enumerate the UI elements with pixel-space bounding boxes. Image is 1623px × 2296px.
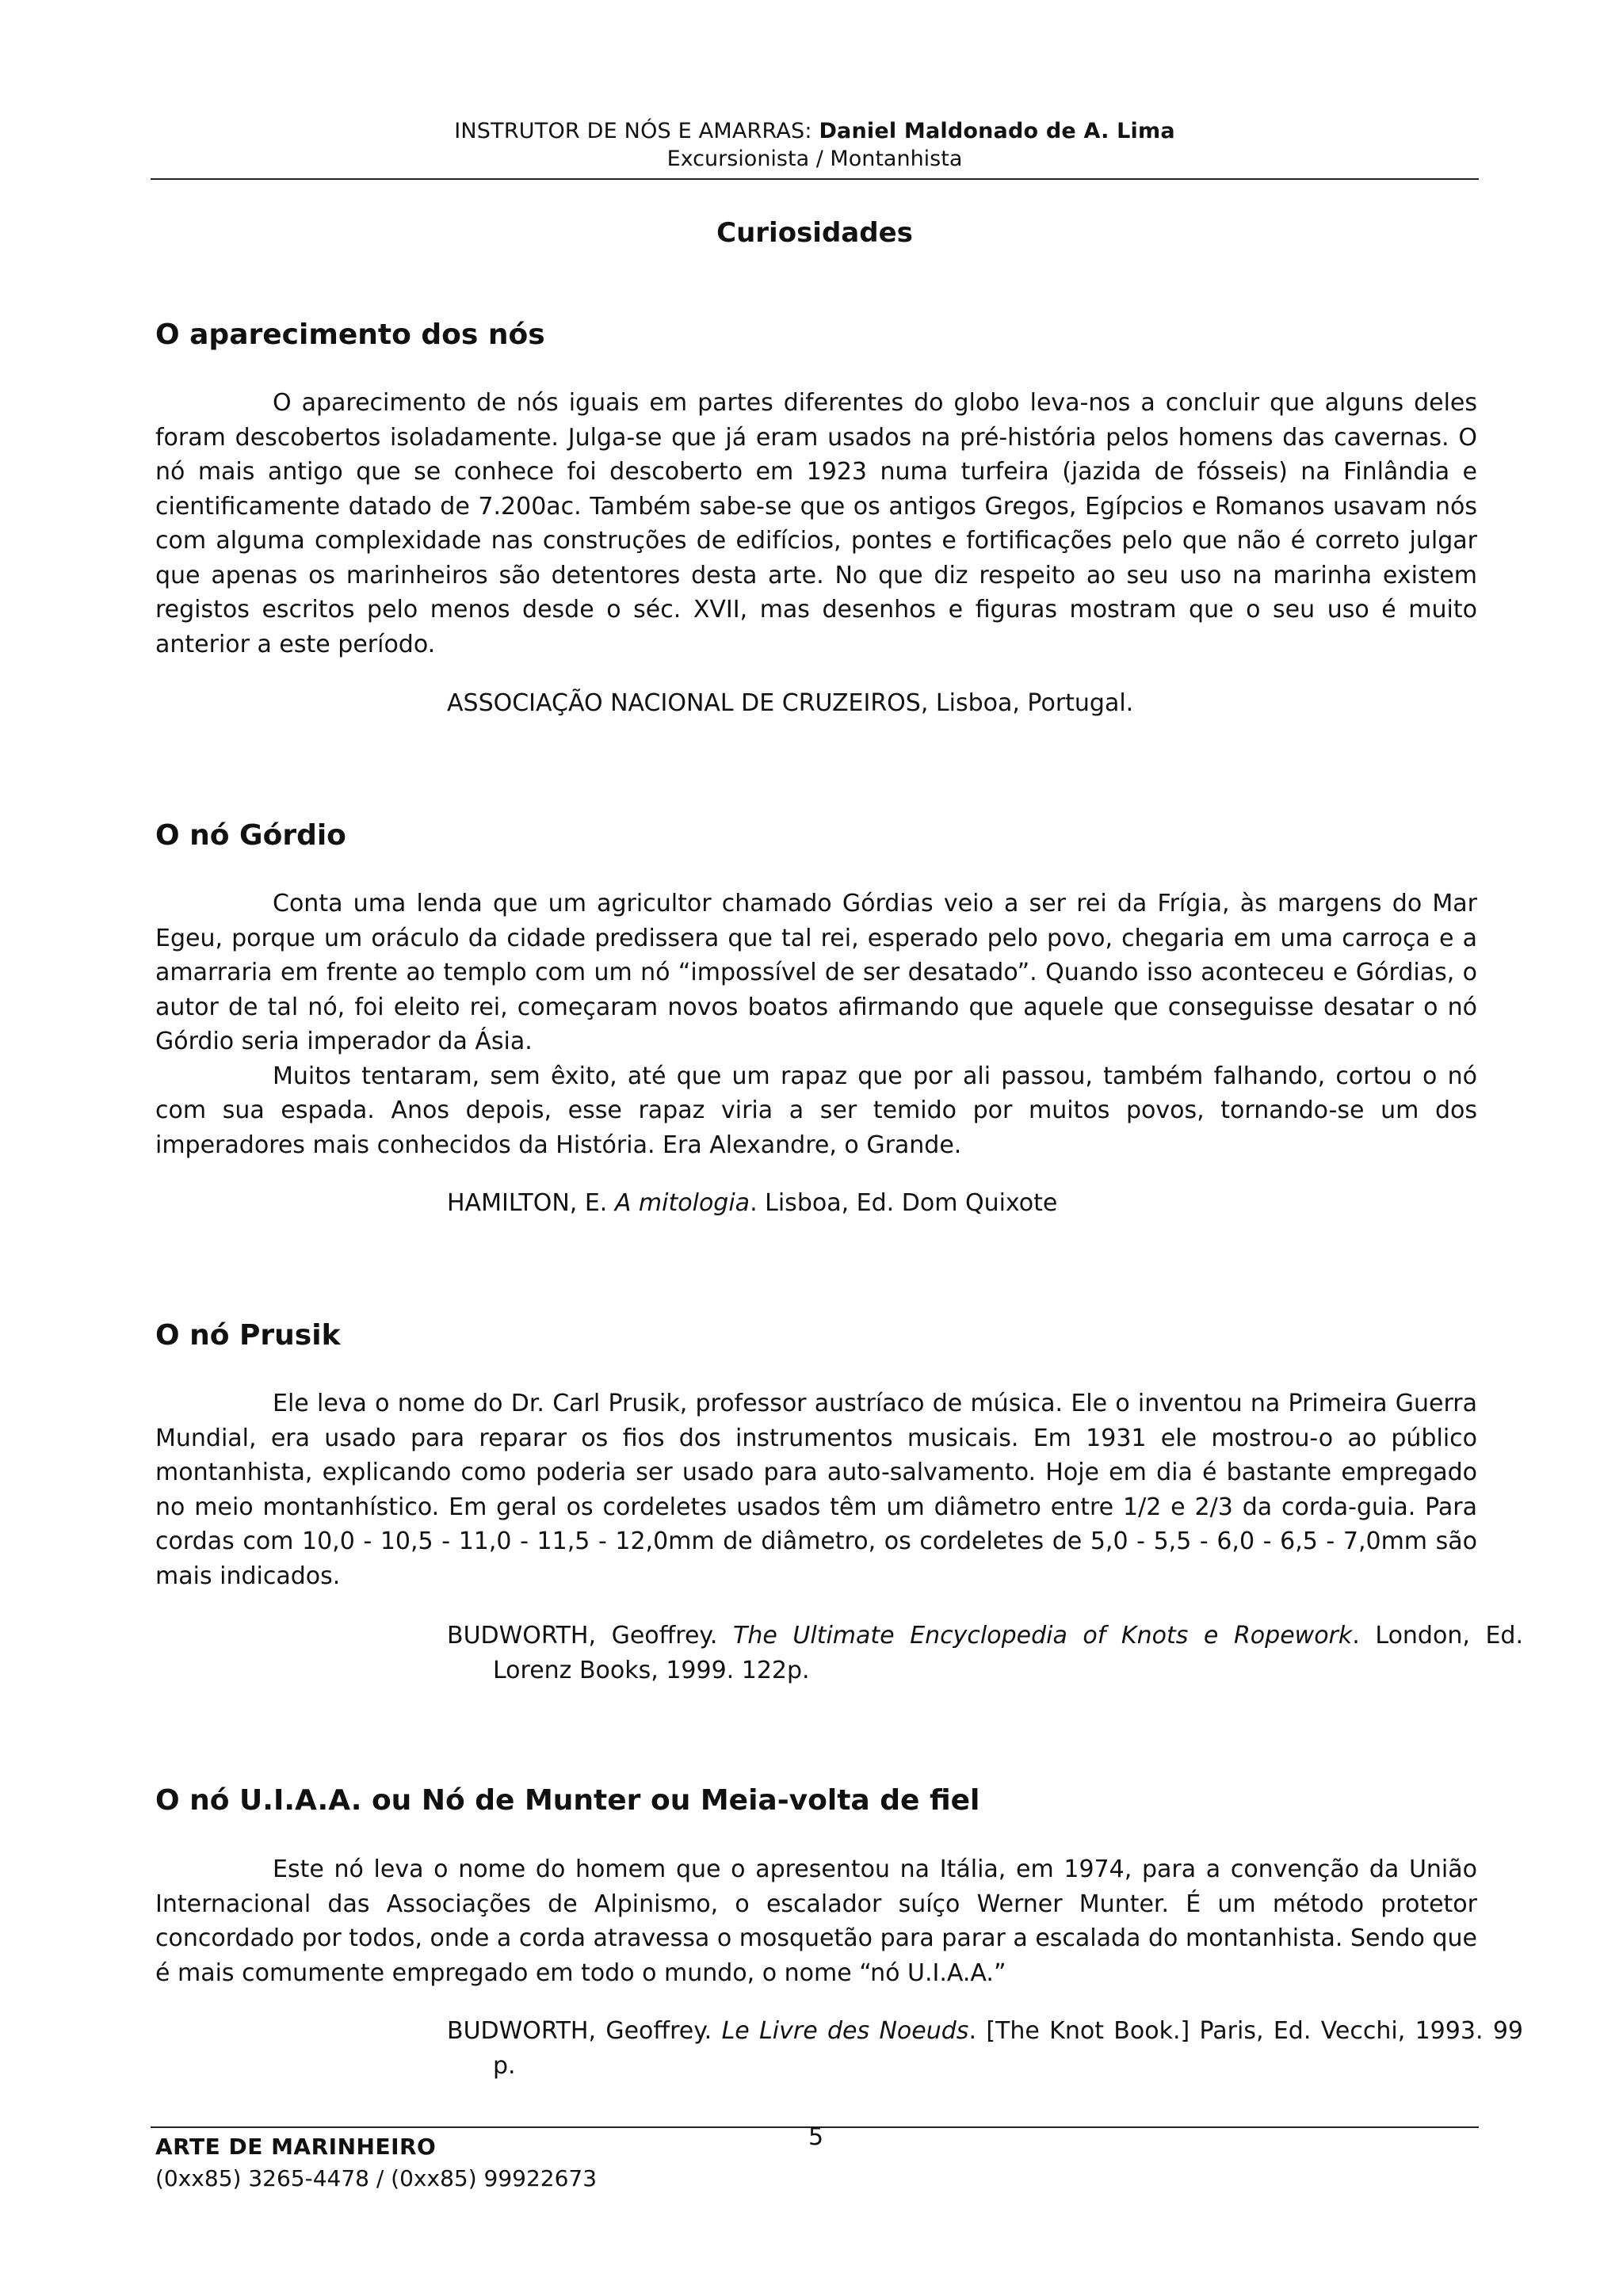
paragraph: Este nó leva o nome do homem que o apresentou na Itália, em 1974, para a convenção da União Internacional das Associações de Alpinismo, o escalador suíço Werner Munter. É um método protetor concordado por todos, onde a corda atravessa o mosquetão para parar a escalada do montanhista. Sendo que é mais comumente empregado em todo o mundo, o nome “nó U.I.A.A.” — [155, 1855, 1477, 1987]
header-divider — [151, 178, 1479, 180]
section-heading: O nó Prusik — [155, 1319, 341, 1352]
section-aparecimento — [155, 317, 1477, 353]
section-body — [155, 1386, 1477, 1593]
section-body — [155, 887, 1477, 1162]
section-body — [155, 1852, 1477, 1990]
paragraph: O aparecimento de nós iguais em partes diferentes do globo leva-nos a concluir que alguns deles foram descobertos isoladamente. Julga-se que já eram usados na pré-história pelos homens das cavernas. O nó mais antigo que se conhece foi descoberto em 1923 numa turfeira (jazida de fósseis) na Finlândia e cientificamente datado de 7.200ac. Também sabe-se que os antigos Gregos, Egípcios e Romanos usavam nós com alguma complexidade nas construções de edifícios, pontes e fortificações pelo que não é correto julgar que apenas os marinheiros são detentores desta arte. No que diz respeito ao seu uso na marinha existem registos escritos pelo menos desde o séc. XVII, mas desenhos e figuras mostram que o seu uso é muito anterior a este período. — [155, 389, 1477, 658]
section-prusik — [155, 1318, 1477, 1354]
header-prefix: INSTRUTOR DE NÓS E AMARRAS: — [454, 119, 819, 143]
paragraph: Ele leva o nome do Dr. Carl Prusik, professor austríaco de música. Ele o inventou na Primeira Guerra Mundial, era usado para reparar os fios dos instrumentos musicais. Em 1931 ele mostrou-o ao público montanhista, explicando como poderia ser usado para auto-salvamento. Hoje em dia é bastante empregado no meio montanhístico. Em geral os cordeletes usados têm um diâmetro entre 1/2 e 2/3 da corda-guia. Para cordas com 10,0 - 10,5 - 11,0 - 11,5 - 12,0mm de diâmetro, os cordeletes de 5,0 - 5,5 - 6,0 - 6,5 - 7,0mm são mais indicados. — [155, 1390, 1477, 1590]
page-number: 5 — [808, 2123, 824, 2151]
footer-phone: (0xx85) 3265-4478 / (0xx85) 99922673 — [155, 2165, 598, 2191]
page-header — [151, 117, 1479, 173]
section-heading: O aparecimento dos nós — [155, 318, 545, 351]
paragraph: Muitos tentaram, sem êxito, até que um rapaz que por ali passou, também falhando, cortou o nó com sua espada. Anos depois, esse rapaz viria a ser temido por muitos povos, tornando-se um dos imperadores mais conhecidos da História. Era Alexandre, o Grande. — [155, 1062, 1477, 1159]
footer — [155, 2131, 597, 2195]
reference: HAMILTON, E. A mitologia. Lisboa, Ed. Dom Quixote — [447, 1189, 1058, 1217]
footer-brand: ARTE DE MARINHEIRO — [155, 2134, 437, 2160]
paragraph: Conta uma lenda que um agricultor chamado Górdias veio a ser rei da Frígia, às margens do Mar Egeu, porque um oráculo da cidade predissera que tal rei, esperado pelo povo, chegaria em uma carroça e a amarraria em frente ao templo com um nó “impossível de ser desatado”. Quando isso aconteceu e Górdias, o autor de tal nó, foi eleito rei, começaram novos boatos afirmando que aquele que conseguisse desatar o nó Górdio seria imperador da Ásia. — [155, 890, 1477, 1055]
section-heading: O nó Górdio — [155, 819, 346, 852]
reference: ASSOCIAÇÃO NACIONAL DE CRUZEIROS, Lisboa, Portugal. — [447, 689, 1134, 717]
instructor-name: Daniel Maldonado de A. Lima — [819, 119, 1175, 143]
reference: BUDWORTH, Geoffrey. Le Livre des Noeuds. [The Knot Book.] Paris, Ed. Vecchi, 1993. 99 p. — [447, 2017, 1523, 2080]
page-title: Curiosidades — [716, 217, 913, 249]
header-subtitle: Excursionista / Montanhista — [666, 147, 963, 171]
reference: BUDWORTH, Geoffrey. The Ultimate Encyclopedia of Knots e Ropework. London, Ed. Lorenz Books, 1999. 122p. — [447, 1622, 1523, 1684]
section-gordio — [155, 818, 1477, 854]
section-heading: O nó U.I.A.A. ou Nó de Munter ou Meia-volta de fiel — [155, 1784, 980, 1817]
section-uiaa — [155, 1783, 1477, 1819]
section-body — [155, 386, 1477, 662]
